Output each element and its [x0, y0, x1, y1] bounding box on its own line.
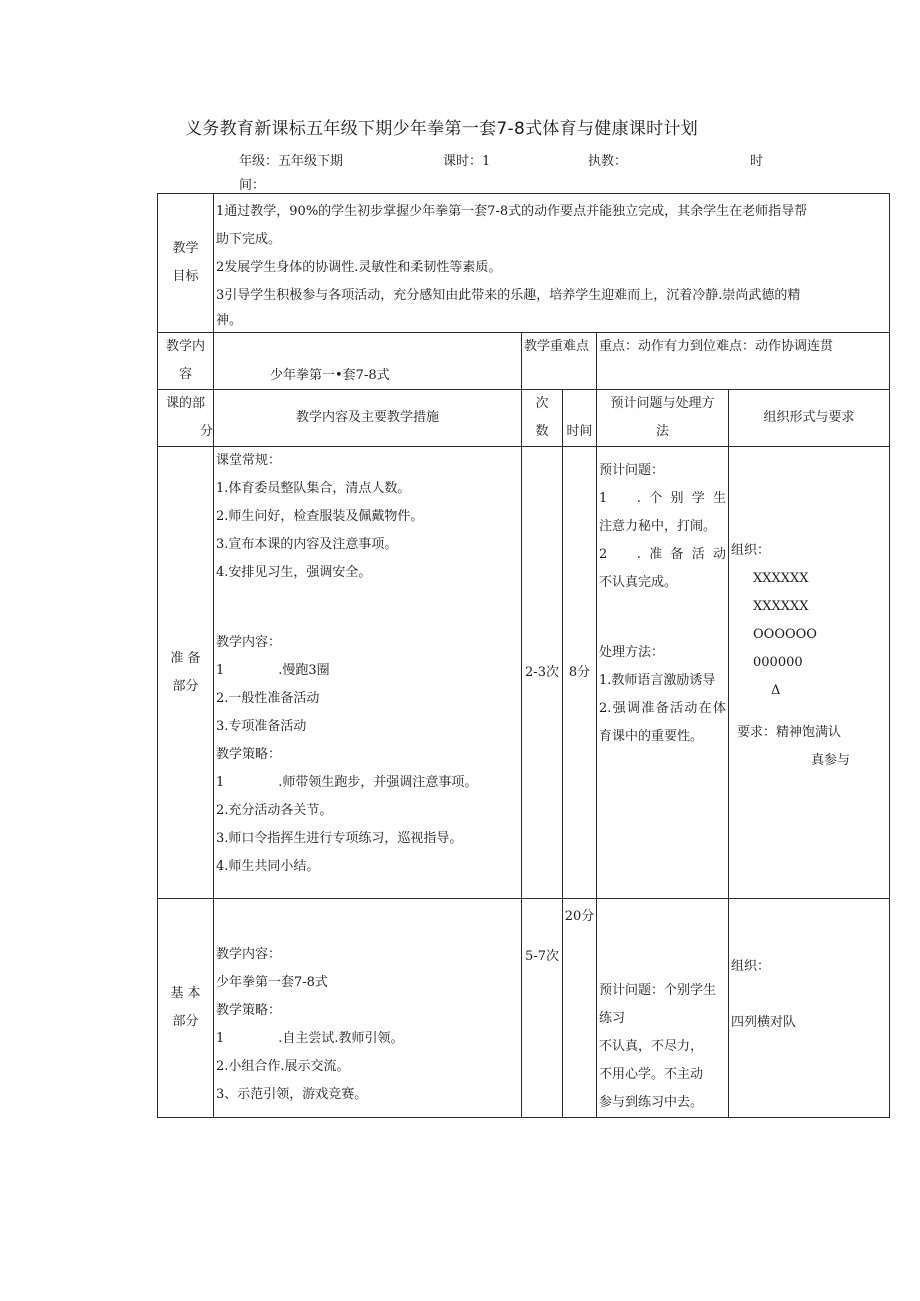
routine-item: 3.宣布本课的内容及注意事项。	[216, 537, 398, 552]
routine-item: 1.体育委员整队集合，清点人数。	[216, 481, 411, 496]
prep-strategy-item: 4.师生共同小结。	[216, 859, 320, 874]
key-points-label: 教学重难点	[522, 333, 597, 390]
basic-strategy-item: 2.小组合作.展示交流。	[216, 1059, 350, 1074]
page-title: 义务教育新课标五年级下期少年拳第一套7-8式体育与健康课时计划	[185, 119, 699, 139]
basic-problems: 预计问题：个别学生 练习 不认真，不尽力， 不用心学。不主动 参与到练习中去。	[597, 899, 729, 1118]
prep-content-item: 3.专项准备活动	[216, 719, 307, 734]
hours-field: 课时：1	[443, 154, 491, 169]
prep-problems: 预计问题： 1 .个别学生 注意力秘中，打闹。 2 .准备活动 不认真完成。 处理方法： 1.教师语言激励诱导 2.强调准备活动在体 育课中的重要性。	[597, 447, 729, 899]
prep-strategy-item: 1 .师带领生跑步，并强调注意事项。	[216, 775, 478, 790]
goals-label: 教学 目标	[158, 194, 214, 333]
goal-line: 3引导学生积极参与各项活动，充分感知由此带来的乐趣，培养学生迎难而上，沉着冷静.崇尚武德的精	[216, 288, 801, 303]
prep-requirement: 要求：精神饱满认	[737, 725, 842, 740]
formation-row: XXXXXX	[753, 571, 809, 586]
basic-count: 5-7次	[522, 899, 563, 1118]
basic-content	[214, 899, 522, 1118]
time-field-label: 时	[750, 154, 764, 169]
goal-line: 神。	[216, 313, 243, 328]
goals-row	[158, 194, 890, 333]
content-label: 教学内 容	[158, 333, 214, 390]
routine-title: 课堂常规：	[216, 453, 282, 468]
teacher-position-icon: Δ	[771, 683, 781, 698]
header-row	[158, 390, 890, 447]
formation-row: OOOOOO	[753, 627, 817, 642]
formation-row: 000000	[753, 655, 803, 670]
content-value: 少年拳第一•套7-8式	[214, 333, 522, 390]
basic-strategy-title: 教学策略：	[216, 1003, 282, 1018]
prep-content-title: 教学内容：	[216, 635, 282, 650]
grade-field: 年级：五年级下期	[239, 154, 344, 169]
prep-content	[214, 447, 522, 899]
prep-count: 2-3次	[522, 447, 563, 899]
org-title: 组织：	[731, 543, 771, 558]
org-title: 组织：	[731, 959, 771, 974]
prep-label: 准 备 部分	[158, 447, 214, 899]
goal-line: 2发展学生身体的协调性.灵敏性和柔韧性等素质。	[216, 260, 502, 275]
solve-item: 1.教师语言激励诱导	[599, 673, 716, 688]
prep-strategy-item: 2.充分活动各关节。	[216, 803, 333, 818]
header-count: 次 数	[522, 390, 563, 447]
header-problem: 预计问题与处理方 法	[597, 390, 729, 447]
prep-content-item: 2.一般性准备活动	[216, 691, 320, 706]
prep-strategy-item: 3.师口令指挥生进行专项练习，巡视指导。	[216, 831, 463, 846]
header-content: 教学内容及主要教学措施	[214, 390, 522, 447]
basic-row	[158, 899, 890, 1118]
lesson-plan-table	[157, 193, 890, 1118]
time-field-label-cont: 间：	[239, 178, 266, 193]
prep-content-item: 1 .慢跑3圈	[216, 663, 330, 678]
header-time: 时间	[563, 390, 597, 447]
basic-formation: 四列横对队	[731, 1015, 797, 1030]
basic-strategy-item: 1 .自主尝试.教师引领。	[216, 1031, 404, 1046]
basic-strategy-item: 3、示范引领，游戏竞赛。	[216, 1087, 368, 1102]
goal-line: 助下完成。	[216, 232, 282, 247]
teacher-field: 执教：	[588, 154, 628, 169]
routine-item: 2.师生问好，检查服装及佩戴物件。	[216, 509, 424, 524]
routine-item: 4.安排见习生，强调安全。	[216, 565, 372, 580]
solve-item: 2.强调准备活动在体	[599, 701, 726, 716]
formation-row: XXXXXX	[753, 599, 809, 614]
solve-title: 处理方法：	[599, 645, 665, 660]
content-row	[158, 333, 890, 390]
key-points-value: 重点：动作有力到位难点：动作协调连贯	[597, 333, 890, 390]
goal-line: 1通过教学，90%的学生初步掌握少年拳第一套7-8式的动作要点并能独立完成，其余学生在老师指导帮	[216, 204, 808, 219]
prep-time: 8分	[563, 447, 597, 899]
header-part: 课的部 分	[158, 390, 214, 447]
goals-text	[214, 194, 890, 333]
basic-time: 20分	[563, 899, 597, 1118]
basic-content-item: 少年拳第一套7-8式	[216, 975, 328, 990]
prep-organization: 组织： XXXXXX XXXXXX OOOOOO 000000 Δ 要求：精神饱满认 真参与	[729, 447, 890, 899]
basic-organization	[729, 899, 890, 1118]
prep-strategy-title: 教学策略：	[216, 747, 282, 762]
basic-label: 基 本 部分	[158, 899, 214, 1118]
header-org: 组织形式与要求	[729, 390, 890, 447]
prep-row	[158, 447, 890, 899]
basic-content-title: 教学内容：	[216, 947, 282, 962]
